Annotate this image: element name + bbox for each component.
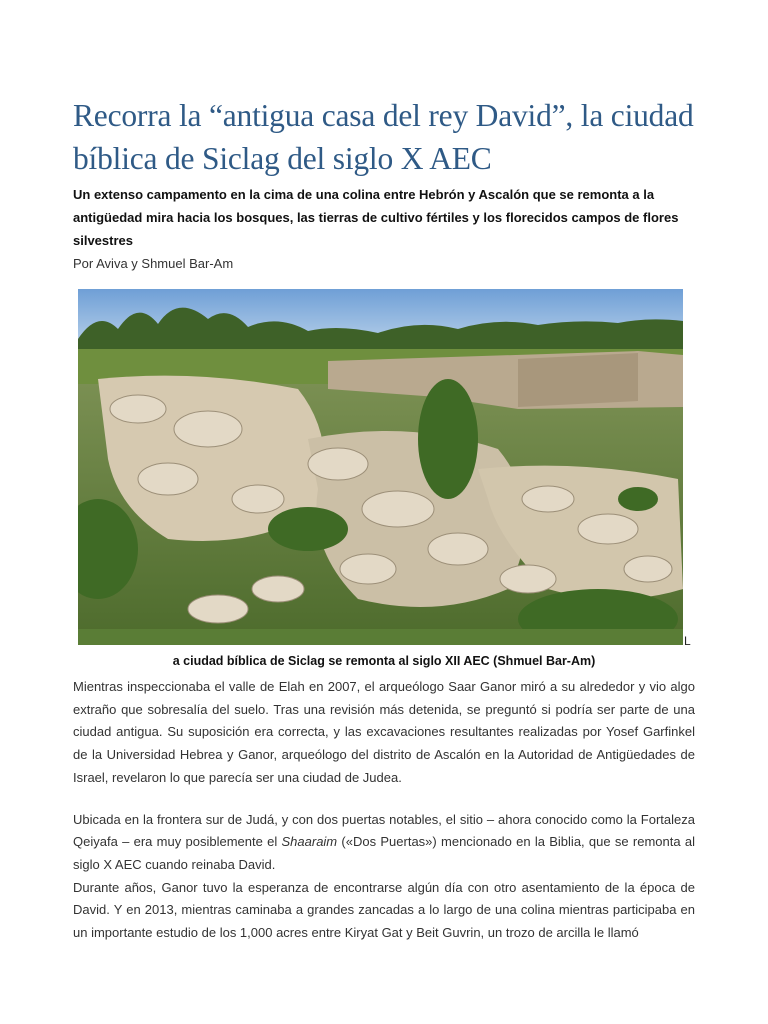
paragraph-2-text-a: Ubicada en la frontera sur de Judá, y con dos puertas notables, el sitio – ahora conocido como la Fortaleza Qeiyafa – era muy posiblemente el: [73, 811, 695, 850]
paragraph-2-text-b: («Dos Puertas») mencionado en la Biblia, que se remonta al siglo X AEC cuando reinaba David.: [73, 834, 695, 872]
paragraph-2-italic: Shaaraim: [281, 834, 338, 850]
article-header: [73, 94, 695, 275]
article-title: Recorra la “antigua casa del rey David”, la ciudad bíblica de Siclag del siglo X AEC: [73, 98, 694, 176]
image-edge-letter: L: [684, 634, 691, 648]
paragraph-2: [73, 809, 695, 877]
article-byline: Por Aviva y Shmuel Bar-Am: [73, 256, 234, 271]
paragraph-3: Durante años, Ganor tuvo la esperanza de encontrarse algún día con otro asentamiento de la época de David. Y en 2013, mientras caminaba a grandes zancadas a lo largo de una colina mientras participaba en un importante estudio de los 1,000 acres entre Kiryat Gat y Beit Guvrin, un trozo de arcilla le llamó: [73, 879, 695, 941]
ruins-photo: [78, 289, 683, 645]
paragraph-1: Mientras inspeccionaba el valle de Elah en 2007, el arqueólogo Saar Ganor miró a su alrededor y vio algo extraño que sobresalía del suelo. Tras una revisión más detenida, se preguntó si podría ser parte de una ciudad antigua. Su suposición era correcta, y las excavaciones resultantes realizadas por Yosef Garfinkel de la Universidad Hebrea y Ganor, arqueólogo del distrito de Ascalón en la Autoridad de Antigüedades de Israel, revelaron lo que parecía ser una ciudad de Judea.: [73, 679, 695, 785]
article-body: [73, 676, 695, 945]
article-subtitle: Un extenso campamento en la cima de una colina entre Hebrón y Ascalón que se remonta a la antigüedad mira hacia los bosques, las tierras de cultivo fértiles y los florecidos campos de flores silvestres: [73, 187, 679, 248]
photo-caption: a ciudad bíblica de Siclag se remonta al siglo XII AEC (Shmuel Bar-Am): [172, 654, 596, 668]
